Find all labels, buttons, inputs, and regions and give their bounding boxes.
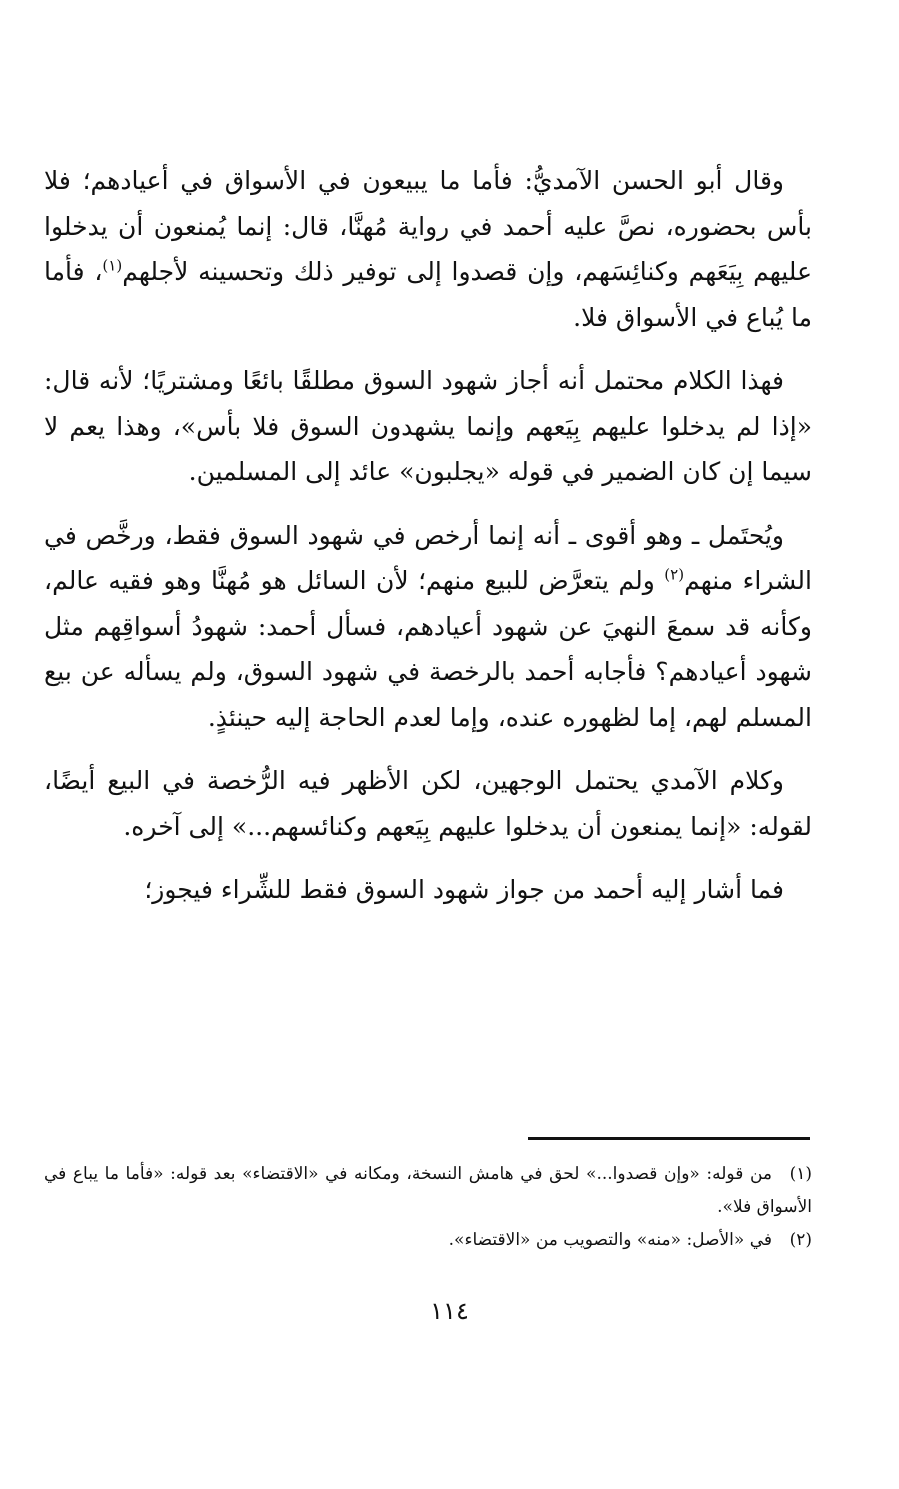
footnote-text: من قوله: «وإن قصدوا...» لحق في هامش النسخة، ومكانه في «الاقتضاء» بعد قوله: «فأما ما يباع في الأسواق فلا». <box>44 1164 812 1217</box>
paragraph-4 <box>44 758 812 849</box>
page-number: ١١٤ <box>430 1297 469 1325</box>
paragraph-text: فما أشار إليه أحمد من جواز شهود السوق فقط للشِّراء فيجوز؛ <box>144 875 784 904</box>
paragraph-text: فهذا الكلام محتمل أنه أجاز شهود السوق مطلقًا بائعًا ومشتريًا؛ لأنه قال: «إذا لم يدخلوا عليهم بِيَعهم وإنما يشهدون السوق فلا بأس»، وهذا يعم لا سيما إن كان الضمير في قوله «يجلبون» عائد إلى المسلمين. <box>44 366 812 486</box>
paragraph-5 <box>44 867 812 913</box>
main-text <box>44 158 812 931</box>
paragraph-text: ، فأما ما يُباع في الأسواق فلا. <box>44 257 812 332</box>
footnote-reference-2: (٢) <box>664 565 685 584</box>
paragraph-text: ويُحتَمل ـ وهو أقوى ـ أنه إنما أرخص في شهود السوق فقط، ورخَّص في الشراء منهم <box>44 520 813 595</box>
paragraph-text: وقال أبو الحسن الآمديُّ: فأما ما يبيعون في الأسواق في أعيادهم؛ فلا بأس بحضوره، نصَّ عليه أحمد في رواية مُهنَّا، قال: إنما يُمنعون أن يدخلوا عليهم بِيَعَهم وكنائِسَهم، وإن قصدوا إلى توفير ذلك وتحسينه لأجلهم <box>44 166 812 286</box>
paragraph-1 <box>44 158 812 340</box>
footnote-1 <box>44 1158 812 1224</box>
footnote-text: في «الأصل: «منه» والتصويب من «الاقتضاء». <box>448 1230 772 1250</box>
paragraph-3 <box>44 513 812 741</box>
footnote-number: (٢) <box>789 1230 812 1250</box>
paragraph-2 <box>44 358 812 495</box>
paragraph-text: وكلام الآمدي يحتمل الوجهين، لكن الأظهر فيه الرُّخصة في البيع أيضًا، لقوله: «إنما يمنعون أن يدخلوا عليهم بِيَعهم وكنائسهم...» إلى آخره. <box>44 766 812 841</box>
footnote-number: (١) <box>789 1164 812 1184</box>
footnote-reference-1: (١) <box>102 256 123 275</box>
paragraph-text: ولم يتعرَّض للبيع منهم؛ لأن السائل هو مُهنَّا وهو فقيه عالم، وكأنه قد سمعَ النهيَ عن شهود أعيادهم، فسأل أحمد: شهودُ أسواقِهم مثل شهود أعيادهم؟ فأجابه أحمد بالرخصة في شهود السوق، ولم يسأله عن بيع المسلم لهم، إما لظهوره عنده، وإما لعدم الحاجة إليه حينئذٍ. <box>44 566 812 732</box>
footnotes <box>44 1158 812 1257</box>
footnote-2 <box>44 1224 812 1257</box>
footnote-separator <box>528 1137 810 1140</box>
